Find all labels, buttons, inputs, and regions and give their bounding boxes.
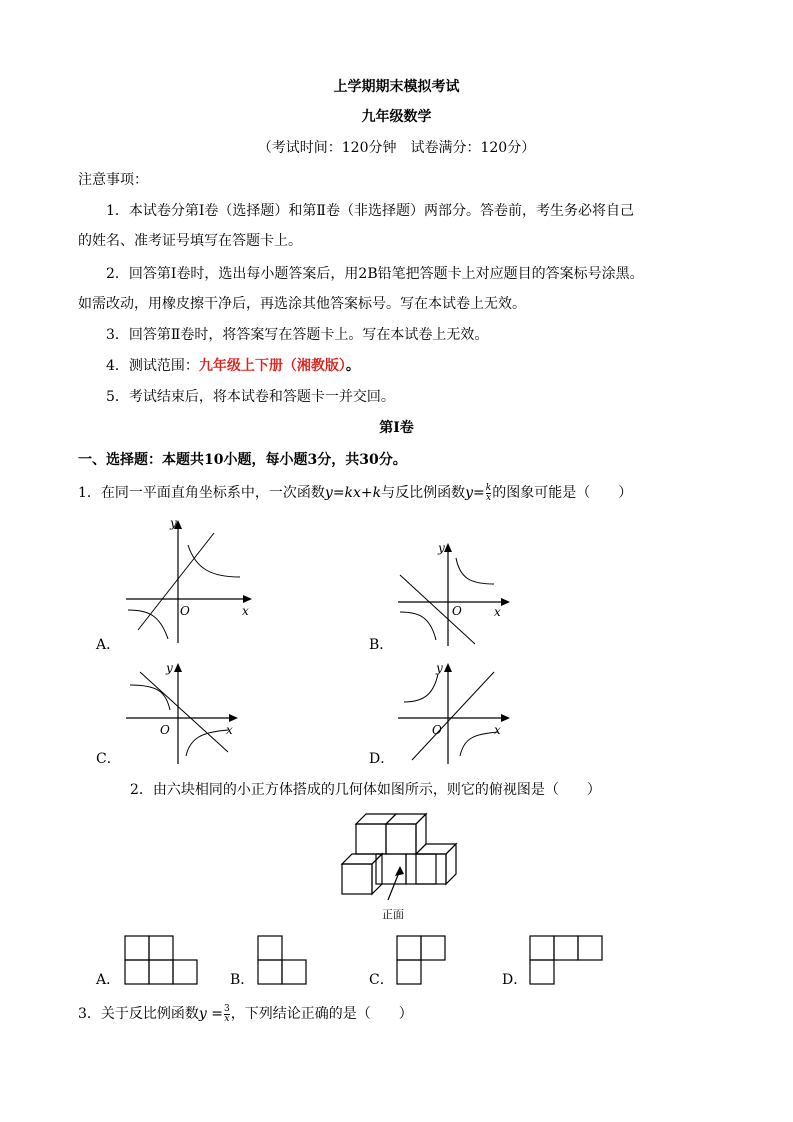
q3-prefix: 3．关于反比例函数 [78, 1006, 199, 1022]
question-2-stem: 2．由六块相同的小正方体搭成的几何体如图所示，则它的俯视图是（ ） [130, 782, 601, 798]
q2-option-d-figure [530, 936, 606, 986]
notice-item-5: 5．考试结束后，将本试卷和答题卡一并交回。 [106, 389, 395, 405]
q1-frac-num: k [485, 482, 492, 493]
q1d-x-label: x [494, 723, 501, 737]
q1b-origin-label: O [452, 604, 462, 618]
q3-frac-den: x [224, 1013, 230, 1024]
notice-heading: 注意事项： [78, 172, 148, 188]
q1b-y-label: y [438, 541, 445, 555]
q1a-x-label: x [242, 604, 249, 618]
q1-inverse-lhs: y= [465, 485, 485, 501]
q2-front-label: 正面 [382, 908, 404, 921]
q3-lhs: y = [198, 1006, 224, 1022]
q1d-origin-label: O [432, 723, 442, 737]
notice-item-4-prefix: 4．测试范围： [106, 358, 199, 374]
q1-suffix: 的图象可能是（ ） [492, 485, 633, 501]
exam-subtitle: 九年级数学 [361, 109, 432, 125]
exam-time-info: （考试时间：120分钟 试卷满分：120分） [257, 140, 536, 156]
q1d-y-label: y [436, 661, 443, 675]
section-heading: 一、选择题：本题共10小题，每小题3分，共30分。 [78, 452, 407, 468]
q3-fraction [224, 1005, 230, 1024]
q3-suffix: ，下列结论正确的是（ ） [230, 1006, 413, 1022]
q1c-y-label: y [166, 661, 173, 675]
q1b-x-label: x [494, 605, 501, 619]
q2-option-b[interactable]: B． [230, 972, 255, 988]
notice-item-3: 3．回答第Ⅱ卷时，将答案写在答题卡上。写在本试卷上无效。 [106, 327, 489, 343]
q1-option-a[interactable]: A． [96, 637, 121, 653]
q1a-origin-label: O [180, 604, 190, 618]
q1-frac-den: x [485, 492, 492, 503]
q1-graph-b [390, 540, 520, 650]
notice-item-4 [106, 356, 360, 376]
q1-linear-function: y=kx+k [324, 485, 382, 501]
part1-title: 第Ⅰ卷 [379, 420, 414, 436]
q1-graph-c [118, 660, 248, 770]
question-3-stem [78, 1004, 413, 1024]
q1-mid: 与反比例函数 [381, 485, 466, 501]
exam-title: 上学期期末模拟考试 [333, 79, 460, 95]
q1c-x-label: x [226, 723, 233, 737]
notice-item-1-line-2: 的姓名、准考证号填写在答题卡上。 [78, 233, 302, 249]
q1c-origin-label: O [160, 723, 170, 737]
test-scope-highlight: 九年级上下册（湘教版） [198, 358, 346, 374]
notice-item-4-suffix: 。 [345, 358, 360, 374]
q1-option-c[interactable]: C． [96, 751, 121, 767]
q2-option-c-figure [397, 936, 449, 986]
q2-option-a-figure [125, 936, 200, 986]
q2-option-c[interactable]: C． [369, 972, 394, 988]
q1-fraction [486, 484, 491, 503]
q1-option-d[interactable]: D． [369, 751, 395, 767]
question-1-stem [78, 483, 632, 503]
q3-frac-num: 3 [224, 1003, 230, 1014]
notice-item-1-line-1: 1．本试卷分第Ⅰ卷（选择题）和第Ⅱ卷（非选择题）两部分。答卷前，考生务必将自己 [106, 203, 634, 219]
q1-graph-d [390, 660, 520, 770]
notice-item-2-line-2: 如需改动，用橡皮擦干净后，再选涂其他答案标号。写在本试卷上无效。 [78, 296, 526, 312]
q2-option-b-figure [258, 936, 310, 986]
notice-item-2-line-1: 2．回答第Ⅰ卷时，选出每小题答案后，用2B铅笔把答题卡上对应题目的答案标号涂黑。 [106, 266, 644, 282]
q2-option-d[interactable]: D． [502, 972, 528, 988]
q1-prefix: 1．在同一平面直角坐标系中，一次函数 [78, 485, 325, 501]
q1-graph-a [118, 515, 258, 645]
q2-option-a[interactable]: A． [96, 972, 121, 988]
q1-option-b[interactable]: B． [369, 637, 394, 653]
q1a-y-label: y [170, 516, 177, 530]
